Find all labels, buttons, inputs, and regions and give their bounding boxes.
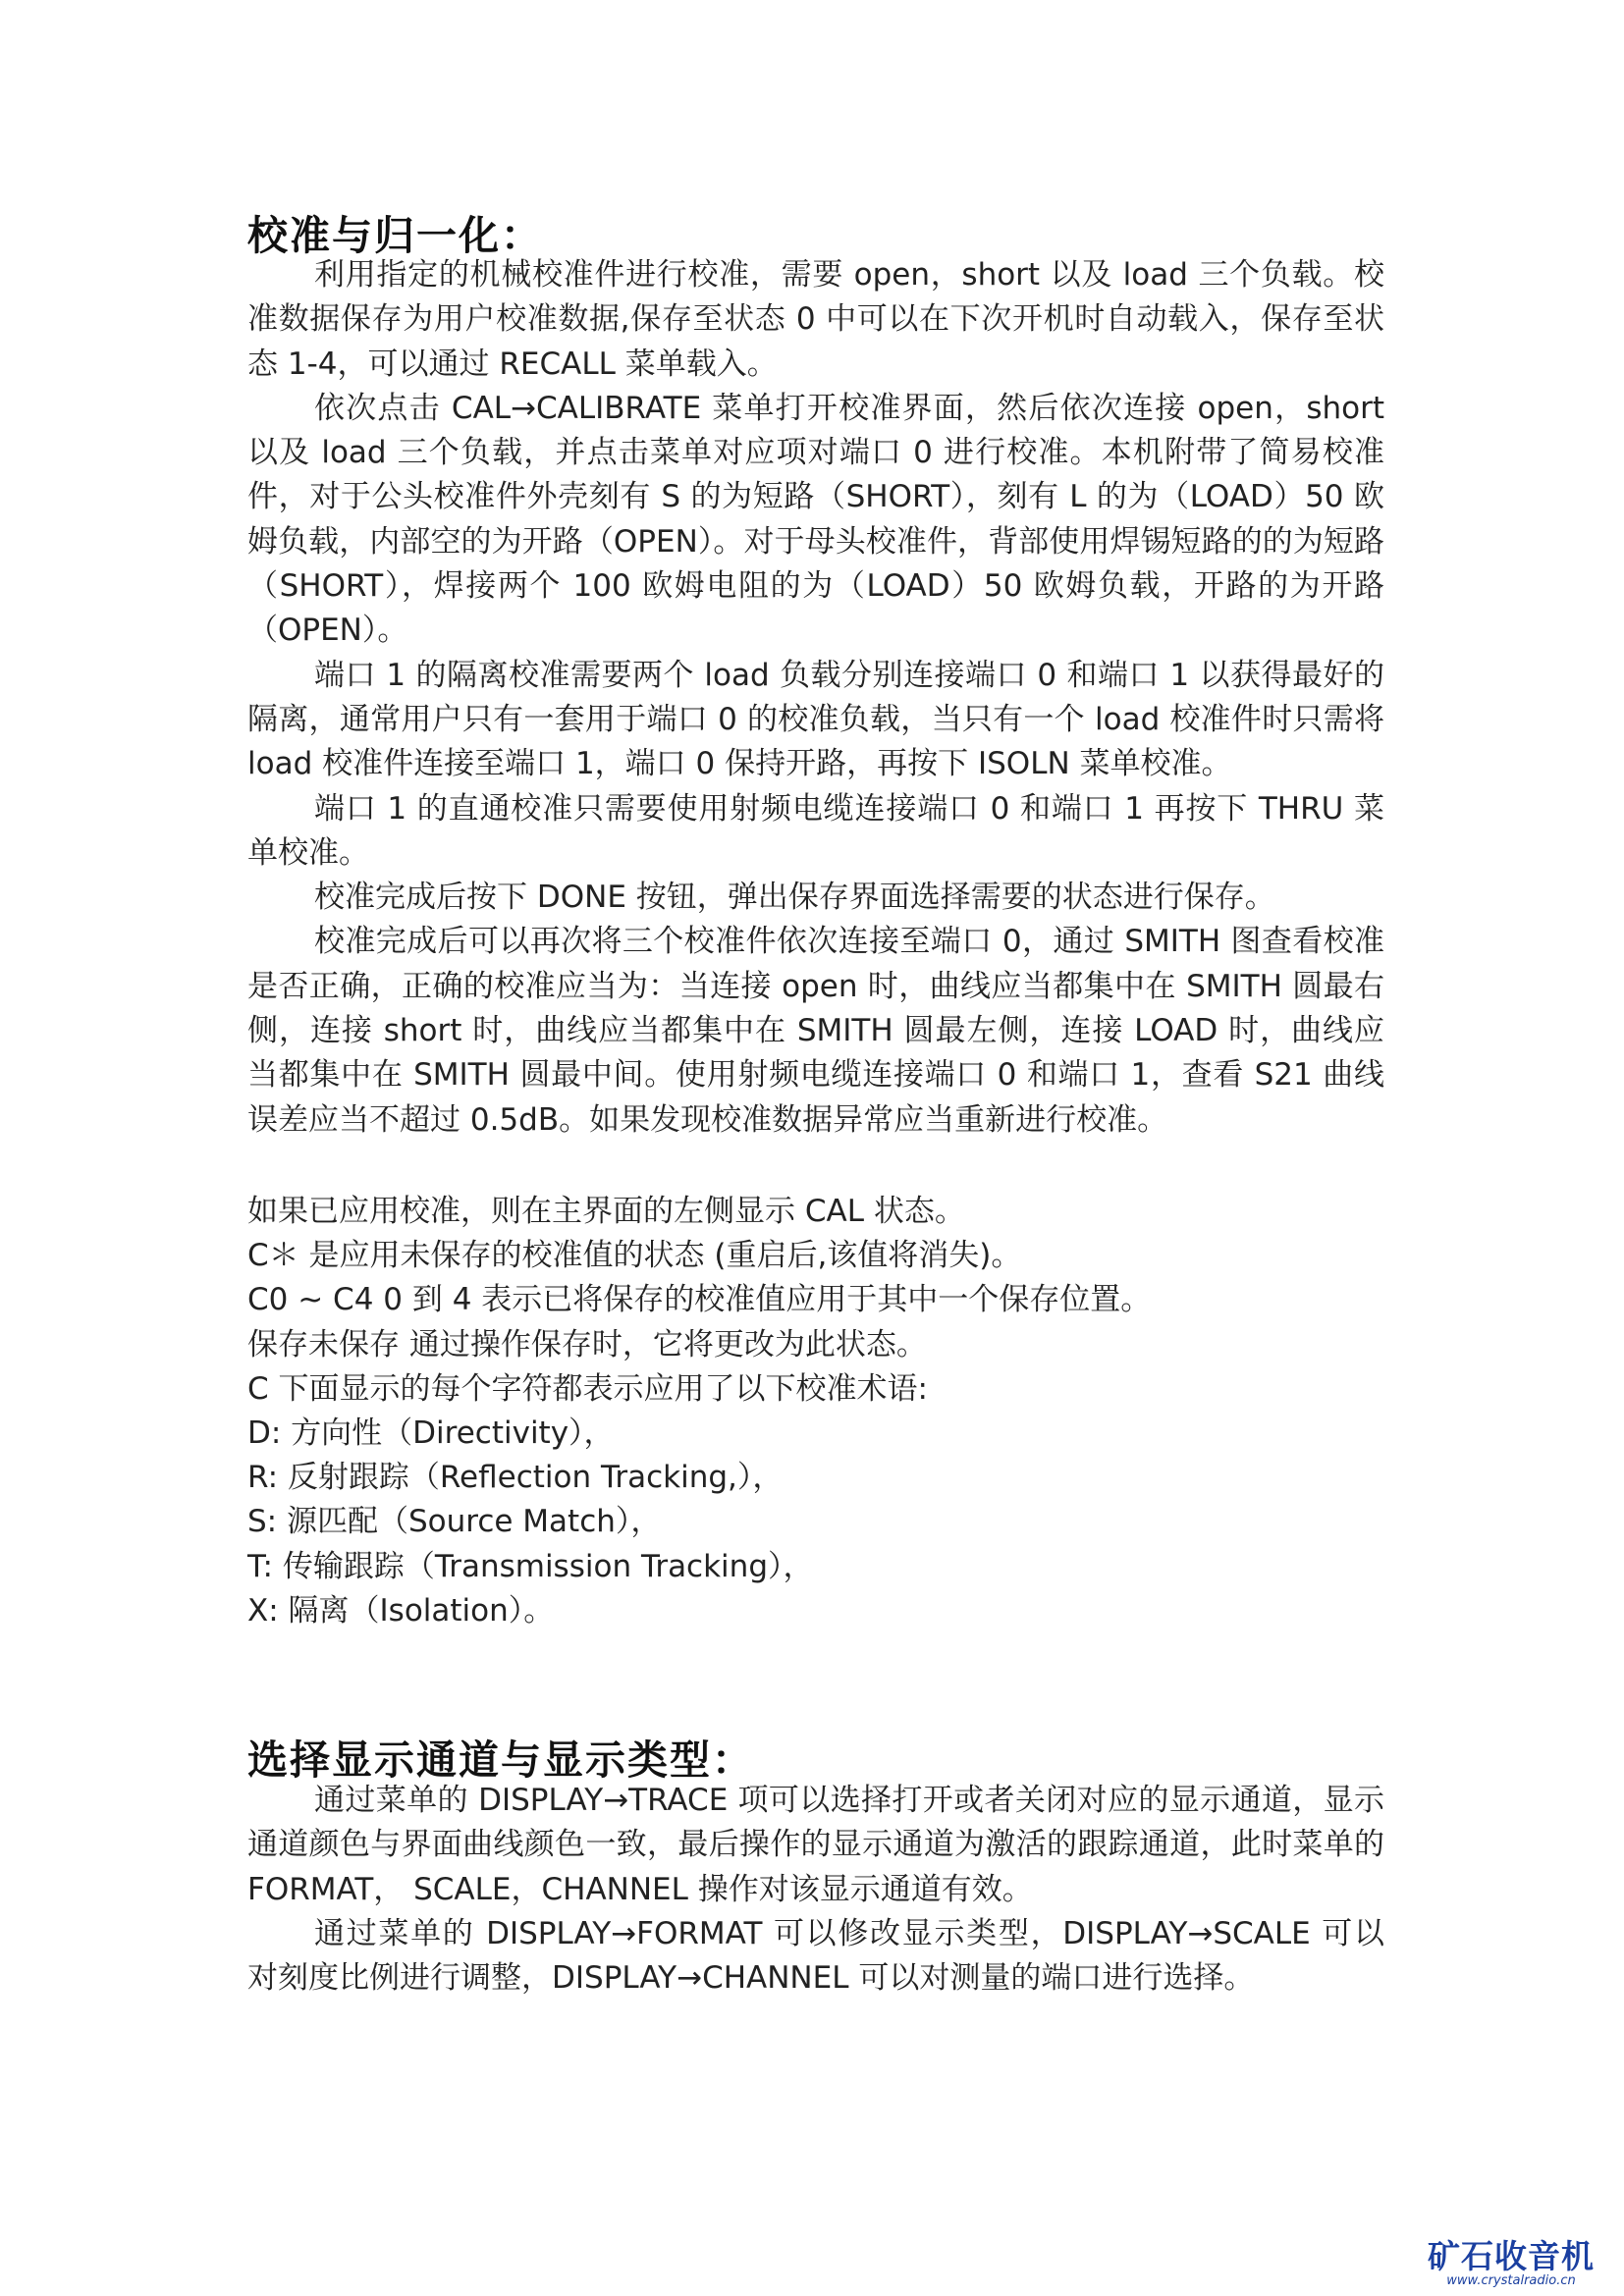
display-body: [247, 1779, 1384, 2001]
paragraph: 依次点击 CAL→CALIBRATE 菜单打开校准界面，然后依次连接 open，short 以及 load 三个负载，并点击菜单对应项对端口 0 进行校准。本机附带了简易校准件，对于公头校准件外壳刻有 S 的为短路（SHORT），刻有 L 的为（LOAD）50 欧姆负载，内部空的为开路（OPEN）。对于母头校准件，背部使用焊锡短路的的为短路（SHORT），焊接两个 100 欧姆电阻的为（LOAD）50 欧姆负载，开路的为开路（OPEN）。: [247, 390, 1384, 649]
list-item: 如果已应用校准，则在主界面的左侧显示 CAL 状态。: [247, 1194, 965, 1229]
paragraph: 利用指定的机械校准件进行校准，需要 open，short 以及 load 三个负载。校准数据保存为用户校准数据,保存至状态 0 中可以在下次开机时自动载入，保存至状态 1-4，可以通过 RECALL 菜单载入。: [247, 257, 1384, 382]
paragraph: 通过菜单的 DISPLAY→TRACE 项可以选择打开或者关闭对应的显示通道，显示通道颜色与界面曲线颜色一致，最后操作的显示通道为激活的跟踪通道，此时菜单的 FORMAT， SCALE，CHANNEL 操作对该显示通道有效。: [247, 1783, 1384, 1907]
paragraph: 端口 1 的直通校准只需要使用射频电缆连接端口 0 和端口 1 再按下 THRU 菜单校准。: [247, 790, 1384, 871]
paragraph: 通过菜单的 DISPLAY→FORMAT 可以修改显示类型，DISPLAY→SCALE 可以对刻度比例进行调整，DISPLAY→CHANNEL 可以对测量的端口进行选择。: [247, 1915, 1384, 1997]
list-item: D: 方向性（Directivity），: [247, 1415, 615, 1452]
section-title-calibration: 校准与归一化：: [247, 212, 543, 259]
site-watermark: [1408, 2231, 1614, 2288]
watermark-logo-text: 矿石收音机: [1428, 2237, 1595, 2275]
calibration-status-list: [247, 1190, 1384, 1633]
list-item: C＊ 是应用未保存的校准值的状态 (重启后,该值将消失)。: [247, 1238, 1022, 1274]
list-item: C0 ~ C4 0 到 4 表示已将保存的校准值应用于其中一个保存位置。: [247, 1282, 1152, 1318]
watermark-url: www.crystalradio.cn: [1446, 2273, 1576, 2288]
paragraph: 校准完成后按下 DONE 按钮，弹出保存界面选择需要的状态进行保存。: [314, 880, 1275, 916]
list-item: C 下面显示的每个字符都表示应用了以下校准术语:: [247, 1370, 928, 1407]
list-item: X: 隔离（Isolation）。: [247, 1592, 555, 1629]
list-item: T: 传输跟踪（Transmission Tracking），: [247, 1548, 814, 1584]
paragraph: 端口 1 的隔离校准需要两个 load 负载分别连接端口 0 和端口 1 以获得最好的隔离，通常用户只有一套用于端口 0 的校准负载，当只有一个 load 校准件时只需将 load 校准件连接至端口 1，端口 0 保持开路，再按下 ISOLN 菜单校准。: [247, 657, 1384, 782]
list-item: R: 反射跟踪（Reflection Tracking,），: [247, 1460, 784, 1496]
list-item: S: 源匹配（Source Match），: [247, 1504, 662, 1540]
section-title-display: 选择显示通道与显示类型：: [247, 1736, 754, 1784]
paragraph: 校准完成后可以再次将三个校准件依次连接至端口 0，通过 SMITH 图查看校准是否正确，正确的校准应当为：当连接 open 时，曲线应当都集中在 SMITH 圆最右侧，连接 short 时，曲线应当都集中在 SMITH 圆最左侧，连接 LOAD 时，曲线应当都集中在 SMITH 圆最中间。使用射频电缆连接端口 0 和端口 1，查看 S21 曲线误差应当不超过 0.5dB。如果发现校准数据异常应当重新进行校准。: [247, 924, 1384, 1138]
calibration-body: [247, 253, 1384, 1143]
list-item: 保存未保存 通过操作保存时，它将更改为此状态。: [247, 1326, 927, 1362]
